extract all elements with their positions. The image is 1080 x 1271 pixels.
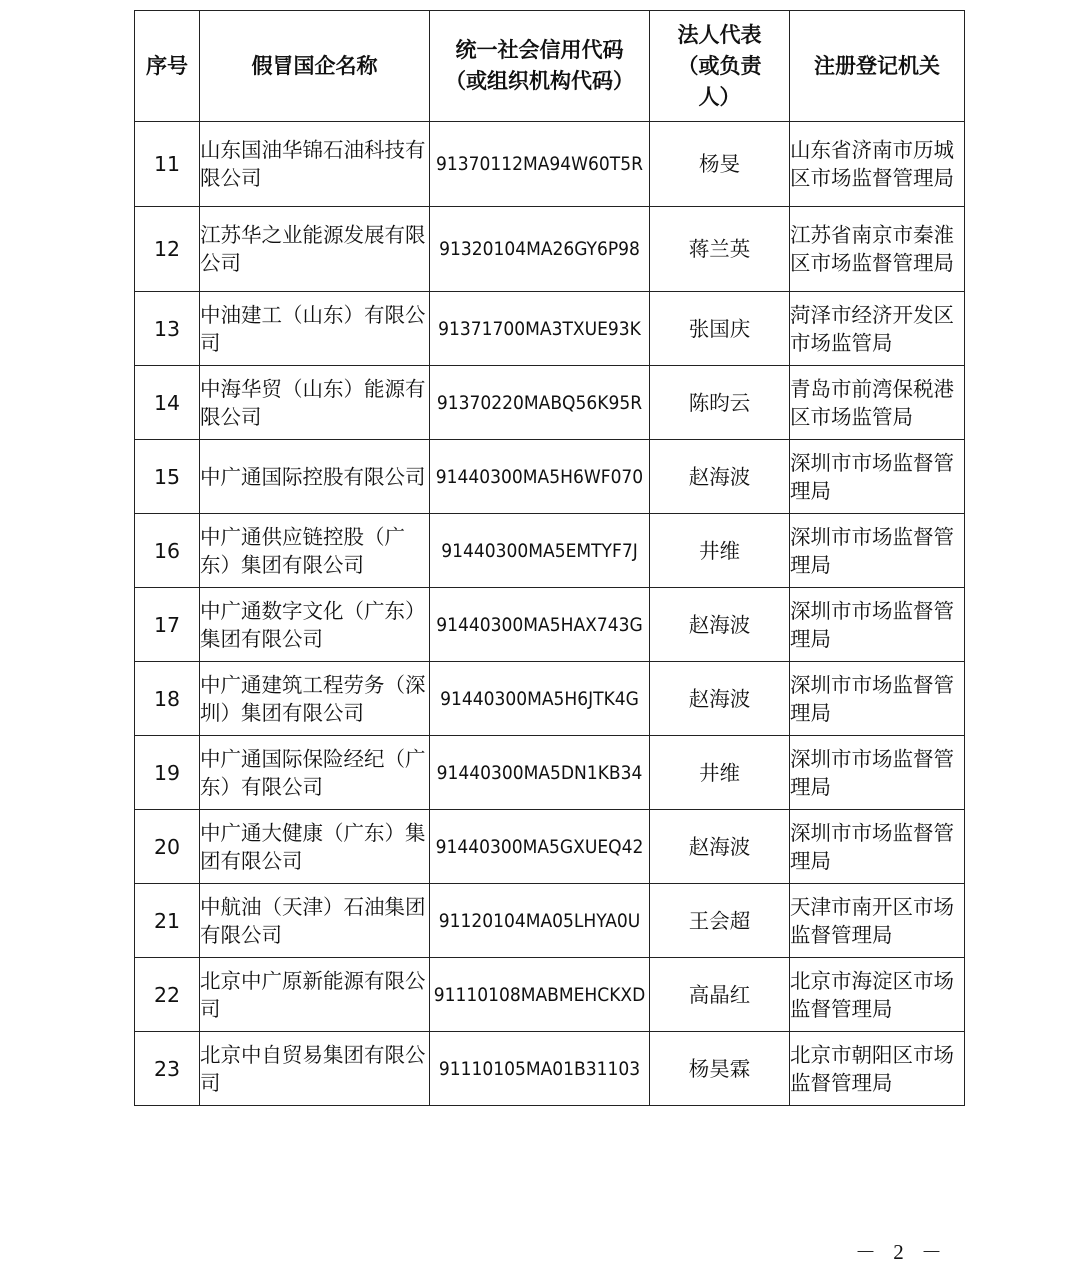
row-credit-code: 91440300MA5DN1KB34 xyxy=(430,736,650,810)
row-legal-rep: 高晶红 xyxy=(650,958,790,1032)
header-name: 假冒国企名称 xyxy=(200,11,430,122)
table-row xyxy=(135,207,965,292)
table-row xyxy=(135,122,965,207)
row-credit-code: 91110108MABMEHCKXD xyxy=(430,958,650,1032)
table-row xyxy=(135,514,965,588)
row-credit-code: 91370112MA94W60T5R xyxy=(430,122,650,207)
row-credit-code: 91110105MA01B31103 xyxy=(430,1032,650,1106)
header-authority: 注册登记机关 xyxy=(790,11,965,122)
row-company-name: 北京中广原新能源有限公司 xyxy=(200,958,430,1032)
row-company-name: 中广通国际控股有限公司 xyxy=(200,440,430,514)
row-legal-rep: 杨旻 xyxy=(650,122,790,207)
row-authority: 北京市朝阳区市场监督管理局 xyxy=(790,1032,965,1106)
row-company-name: 中广通数字文化（广东）集团有限公司 xyxy=(200,588,430,662)
row-authority: 山东省济南市历城区市场监督管理局 xyxy=(790,122,965,207)
counterfeit-soe-table xyxy=(134,10,965,1106)
row-company-name: 北京中自贸易集团有限公司 xyxy=(200,1032,430,1106)
row-seq: 22 xyxy=(135,958,200,1032)
row-credit-code: 91440300MA5GXUEQ42 xyxy=(430,810,650,884)
row-credit-code: 91440300MA5H6JTK4G xyxy=(430,662,650,736)
row-legal-rep: 赵海波 xyxy=(650,662,790,736)
row-company-name: 江苏华之业能源发展有限公司 xyxy=(200,207,430,292)
table-row xyxy=(135,1032,965,1106)
row-seq: 15 xyxy=(135,440,200,514)
row-legal-rep: 赵海波 xyxy=(650,810,790,884)
row-seq: 21 xyxy=(135,884,200,958)
row-legal-rep: 赵海波 xyxy=(650,588,790,662)
page-number: － 2 － xyxy=(855,1240,948,1264)
row-credit-code: 91120104MA05LHYA0U xyxy=(430,884,650,958)
row-legal-rep: 陈昀云 xyxy=(650,366,790,440)
row-seq: 16 xyxy=(135,514,200,588)
row-authority: 青岛市前湾保税港区市场监管局 xyxy=(790,366,965,440)
row-credit-code: 91440300MA5EMTYF7J xyxy=(430,514,650,588)
row-legal-rep: 蒋兰英 xyxy=(650,207,790,292)
row-legal-rep: 赵海波 xyxy=(650,440,790,514)
table-row xyxy=(135,958,965,1032)
table-row xyxy=(135,884,965,958)
row-seq: 11 xyxy=(135,122,200,207)
table-row xyxy=(135,588,965,662)
row-seq: 13 xyxy=(135,292,200,366)
row-legal-rep: 杨昊霖 xyxy=(650,1032,790,1106)
row-company-name: 中广通建筑工程劳务（深圳）集团有限公司 xyxy=(200,662,430,736)
table-row xyxy=(135,662,965,736)
row-credit-code: 91440300MA5H6WF070 xyxy=(430,440,650,514)
row-credit-code: 91370220MABQ56K95R xyxy=(430,366,650,440)
row-authority: 深圳市市场监督管理局 xyxy=(790,588,965,662)
table-row xyxy=(135,440,965,514)
row-seq: 18 xyxy=(135,662,200,736)
row-seq: 12 xyxy=(135,207,200,292)
row-legal-rep: 井维 xyxy=(650,736,790,810)
row-credit-code: 91371700MA3TXUE93K xyxy=(430,292,650,366)
row-credit-code: 91320104MA26GY6P98 xyxy=(430,207,650,292)
row-company-name: 山东国油华锦石油科技有限公司 xyxy=(200,122,430,207)
row-authority: 北京市海淀区市场监督管理局 xyxy=(790,958,965,1032)
row-authority: 菏泽市经济开发区市场监管局 xyxy=(790,292,965,366)
row-authority: 深圳市市场监督管理局 xyxy=(790,440,965,514)
row-authority: 深圳市市场监督管理局 xyxy=(790,810,965,884)
row-authority: 天津市南开区市场监督管理局 xyxy=(790,884,965,958)
row-company-name: 中海华贸（山东）能源有限公司 xyxy=(200,366,430,440)
header-legal-rep: 法人代表 （或负责 人） xyxy=(650,11,790,122)
header-seq: 序号 xyxy=(135,11,200,122)
row-authority: 深圳市市场监督管理局 xyxy=(790,514,965,588)
row-legal-rep: 井维 xyxy=(650,514,790,588)
row-seq: 23 xyxy=(135,1032,200,1106)
table-row xyxy=(135,292,965,366)
row-seq: 17 xyxy=(135,588,200,662)
row-company-name: 中广通大健康（广东）集团有限公司 xyxy=(200,810,430,884)
table-header-row xyxy=(135,11,965,122)
row-credit-code: 91440300MA5HAX743G xyxy=(430,588,650,662)
row-seq: 19 xyxy=(135,736,200,810)
row-company-name: 中油建工（山东）有限公司 xyxy=(200,292,430,366)
table-row xyxy=(135,736,965,810)
row-legal-rep: 王会超 xyxy=(650,884,790,958)
row-seq: 14 xyxy=(135,366,200,440)
row-seq: 20 xyxy=(135,810,200,884)
row-company-name: 中广通供应链控股（广东）集团有限公司 xyxy=(200,514,430,588)
row-legal-rep: 张国庆 xyxy=(650,292,790,366)
row-authority: 深圳市市场监督管理局 xyxy=(790,736,965,810)
header-credit-code: 统一社会信用代码 （或组织机构代码） xyxy=(430,11,650,122)
row-authority: 江苏省南京市秦淮区市场监督管理局 xyxy=(790,207,965,292)
row-company-name: 中航油（天津）石油集团有限公司 xyxy=(200,884,430,958)
table-row xyxy=(135,810,965,884)
row-company-name: 中广通国际保险经纪（广东）有限公司 xyxy=(200,736,430,810)
row-authority: 深圳市市场监督管理局 xyxy=(790,662,965,736)
table-row xyxy=(135,366,965,440)
